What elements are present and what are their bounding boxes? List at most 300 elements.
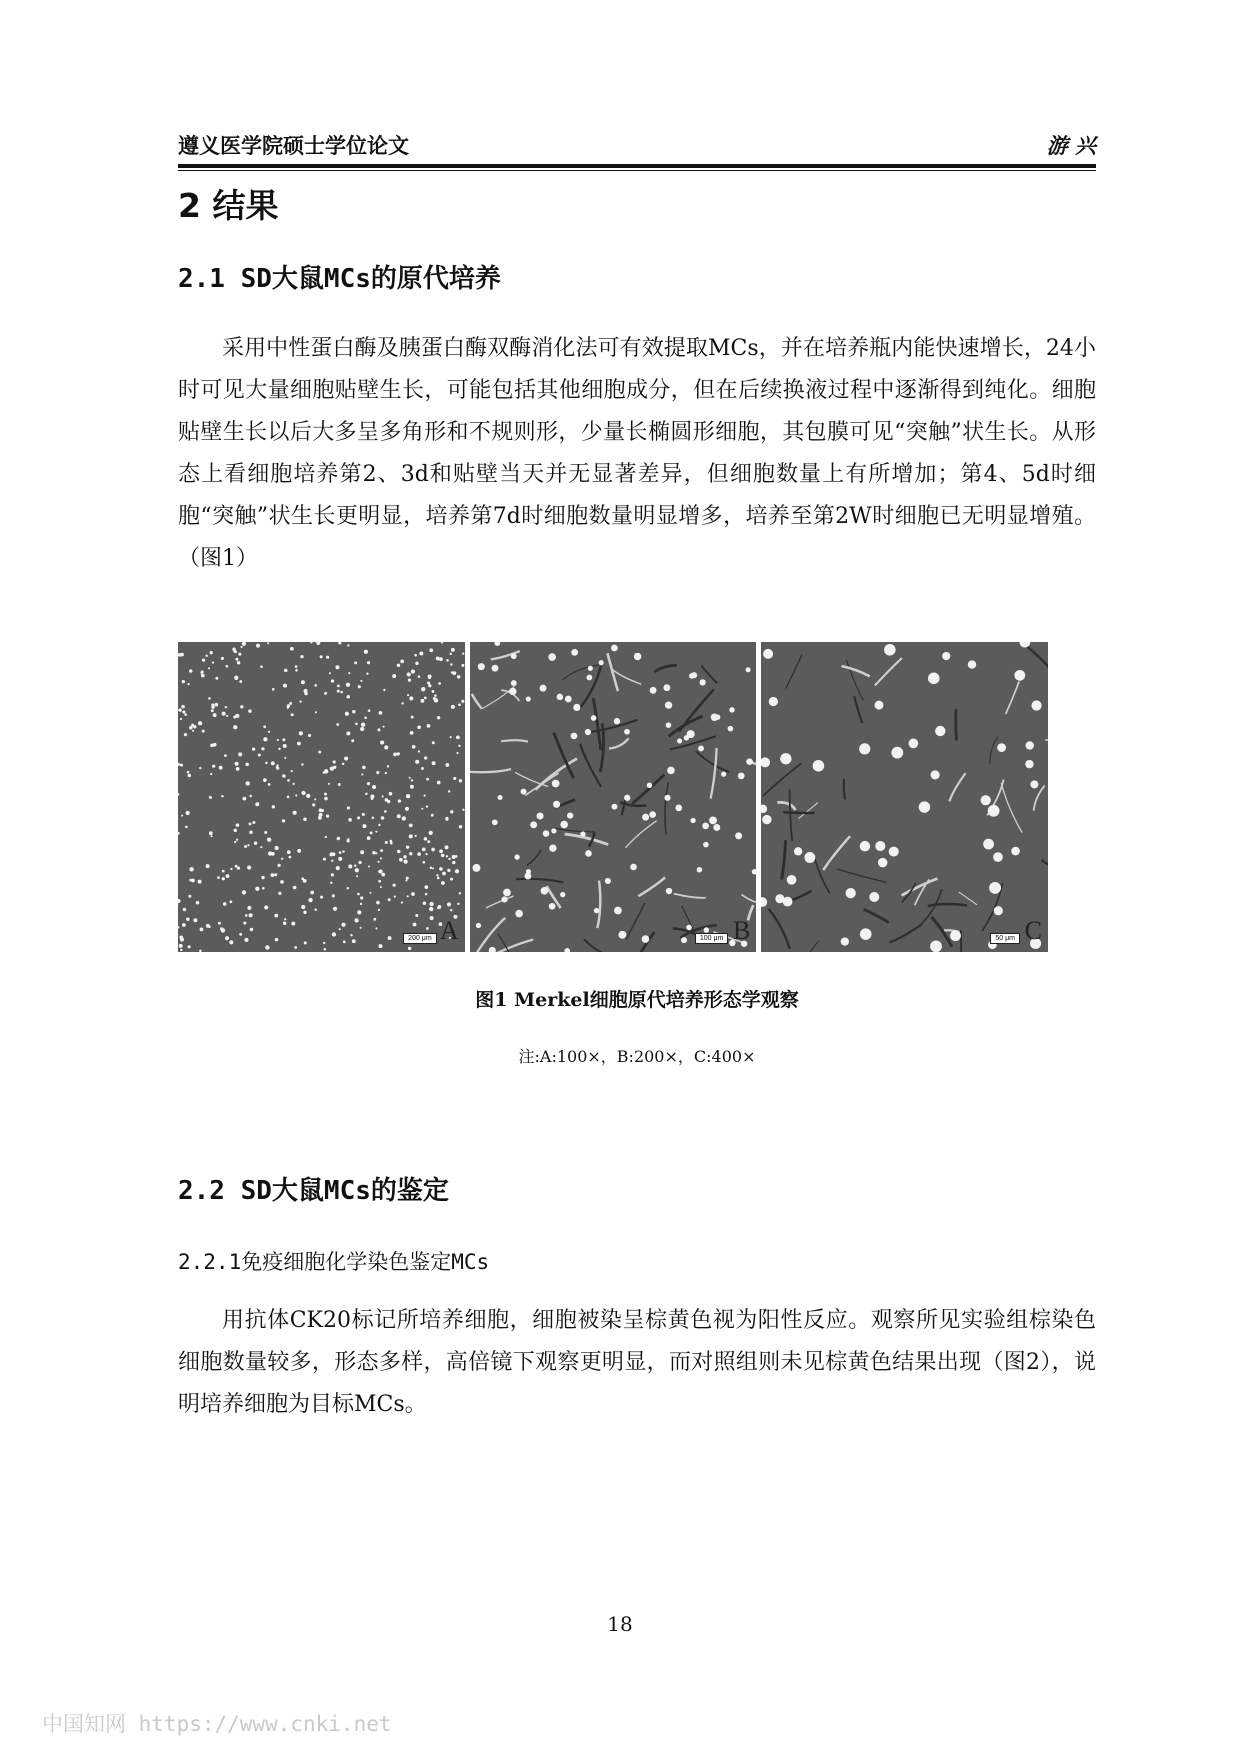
cell-body — [613, 718, 619, 724]
cell-body — [429, 907, 433, 911]
cell-body — [344, 757, 348, 761]
cell-body — [450, 909, 452, 911]
cell-body — [442, 872, 446, 876]
cell-body — [445, 845, 449, 849]
cell-body — [614, 907, 622, 915]
cell-body — [590, 715, 596, 721]
cell-body — [289, 702, 292, 705]
cell-body — [268, 731, 270, 733]
cell-body — [511, 653, 517, 659]
cell-body — [319, 808, 323, 812]
cell-body — [244, 845, 247, 848]
cell-body — [297, 742, 301, 746]
cell-body — [247, 844, 249, 846]
cell-body — [277, 739, 279, 741]
cell-body — [234, 676, 238, 680]
subsection-heading-2-1: 2.1 SD大鼠MCs的原代培养 — [178, 264, 501, 294]
cell-body — [935, 726, 945, 736]
cell-body — [497, 795, 502, 800]
cell-body — [501, 896, 507, 902]
subsubsection-heading-2-2-1: 2.2.1免疫细胞化学染色鉴定MCs — [178, 1250, 490, 1274]
cell-body — [181, 705, 185, 709]
cell-body — [393, 884, 396, 887]
cell-body — [348, 672, 350, 674]
cell-body — [226, 874, 230, 878]
cell-body — [424, 837, 428, 841]
cell-process — [956, 709, 957, 740]
cell-body — [364, 650, 368, 654]
cell-body — [287, 779, 290, 782]
cell-body — [436, 874, 438, 876]
cell-body — [407, 694, 409, 696]
cell-body — [237, 661, 241, 665]
cell-body — [333, 760, 336, 763]
cell-body — [324, 692, 327, 695]
cell-body — [710, 713, 718, 721]
cell-body — [437, 781, 441, 785]
cell-body — [300, 655, 303, 658]
cell-body — [254, 841, 258, 844]
cell-body — [665, 702, 672, 709]
cell-body — [571, 649, 578, 656]
cell-body — [268, 851, 272, 855]
cell-body — [383, 726, 385, 728]
cell-body — [212, 661, 214, 663]
cell-body — [283, 921, 287, 925]
cell-body — [407, 895, 409, 897]
cell-body — [457, 903, 459, 905]
cell-body — [696, 867, 702, 873]
cell-body — [389, 792, 393, 796]
cell-body — [271, 761, 275, 765]
cell-body — [362, 813, 365, 816]
cell-body — [452, 861, 455, 864]
cell-body — [261, 876, 264, 879]
cell-body — [178, 708, 182, 711]
cell-body — [745, 667, 750, 672]
cell-body — [431, 848, 435, 852]
cell-body — [331, 873, 334, 876]
cell-body — [425, 853, 427, 855]
header-thesis-title: 遵义医学院硕士学位论文 — [178, 133, 409, 158]
cell-body — [415, 835, 417, 837]
cell-body — [341, 923, 345, 927]
cell-body — [403, 855, 406, 858]
cell-body — [342, 850, 344, 852]
cell-body — [209, 831, 213, 835]
cell-body — [380, 849, 383, 852]
cell-body — [781, 753, 792, 764]
cell-body — [280, 880, 284, 884]
cell-body — [373, 918, 376, 921]
cell-body — [411, 779, 413, 781]
cell-body — [372, 785, 376, 789]
cell-body — [297, 849, 301, 853]
cell-body — [272, 805, 275, 808]
cell-body — [222, 712, 226, 716]
cell-body — [237, 866, 240, 869]
cell-body — [432, 761, 436, 765]
cell-body — [303, 911, 306, 914]
cell-body — [329, 672, 331, 674]
cell-body — [525, 696, 530, 701]
cell-body — [179, 944, 183, 948]
cell-body — [189, 669, 193, 673]
cell-body — [239, 933, 242, 936]
cell-body — [320, 655, 323, 658]
cell-body — [401, 702, 403, 704]
cell-body — [324, 797, 328, 801]
cell-body — [634, 653, 642, 660]
cell-body — [456, 736, 460, 740]
cell-body — [428, 684, 431, 687]
cell-body — [337, 684, 340, 687]
scale-bar-a: 200 μm — [403, 933, 437, 944]
cell-body — [462, 652, 464, 654]
cell-body — [691, 672, 697, 678]
cell-body — [284, 669, 288, 673]
cell-body — [378, 880, 381, 883]
cell-body — [354, 661, 357, 664]
cell-body — [303, 817, 307, 821]
cell-body — [968, 660, 976, 668]
cell-body — [263, 737, 267, 741]
cell-body — [354, 918, 358, 922]
cell-body — [301, 763, 303, 765]
cell-body — [318, 751, 321, 754]
cell-body — [287, 796, 290, 799]
micrograph-c — [761, 642, 1048, 952]
cell-body — [630, 864, 637, 871]
figure-panel-c — [761, 642, 1048, 952]
cell-body — [352, 710, 355, 713]
cell-body — [222, 877, 225, 880]
figure-1 — [178, 642, 1048, 952]
cell-body — [424, 795, 426, 797]
cell-body — [401, 901, 403, 903]
cell-body — [263, 778, 267, 782]
cell-body — [414, 654, 417, 657]
cell-body — [412, 745, 416, 749]
cell-body — [384, 810, 387, 813]
cell-body — [381, 816, 385, 820]
cell-body — [415, 760, 419, 764]
cell-body — [884, 644, 896, 656]
cell-body — [211, 709, 214, 712]
cell-body — [385, 772, 387, 774]
cell-body — [376, 771, 379, 774]
cell-body — [382, 795, 384, 797]
cell-body — [703, 842, 709, 848]
cell-body — [249, 913, 253, 917]
cell-body — [245, 914, 248, 917]
cell-body — [892, 747, 904, 759]
cell-body — [438, 682, 441, 685]
cell-body — [461, 700, 464, 703]
cell-body — [451, 705, 455, 709]
cell-body — [417, 725, 421, 729]
cell-body — [930, 940, 942, 952]
cell-body — [339, 928, 341, 930]
cell-body — [388, 898, 391, 901]
cell-body — [301, 905, 305, 909]
cell-body — [301, 877, 304, 880]
cell-body — [556, 694, 563, 701]
cell-body — [452, 671, 456, 675]
cell-body — [274, 873, 277, 876]
cell-body — [338, 857, 342, 861]
cell-body — [365, 793, 368, 796]
cell-body — [247, 906, 251, 910]
cell-body — [206, 924, 210, 928]
cell-body — [225, 706, 227, 708]
cell-body — [539, 685, 546, 692]
cell-body — [429, 831, 433, 835]
cell-body — [223, 902, 227, 906]
cell-body — [209, 796, 212, 799]
cell-body — [431, 690, 434, 693]
cell-body — [769, 697, 778, 706]
cell-body — [425, 893, 428, 895]
cell-process — [784, 812, 816, 813]
cell-body — [928, 673, 940, 685]
micrograph-b — [470, 642, 757, 952]
cell-body — [646, 783, 652, 788]
watermark: 中国知网 https://www.cnki.net — [42, 1712, 392, 1736]
cell-body — [404, 859, 408, 863]
cell-body — [263, 725, 266, 728]
cell-body — [649, 687, 656, 694]
cell-body — [291, 770, 293, 772]
cell-body — [304, 941, 307, 944]
cell-body — [392, 674, 396, 678]
cell-body — [278, 864, 281, 867]
cell-body — [1026, 760, 1034, 768]
cell-body — [299, 701, 301, 703]
cell-body — [336, 866, 340, 870]
cell-body — [429, 902, 433, 906]
cell-body — [1032, 700, 1042, 710]
cell-body — [698, 745, 704, 751]
cell-body — [222, 870, 225, 873]
cell-body — [236, 839, 238, 841]
cell-body — [409, 777, 411, 779]
cell-body — [301, 680, 305, 684]
cell-body — [375, 927, 377, 929]
cell-body — [690, 818, 695, 823]
cell-body — [993, 852, 1003, 862]
cell-body — [234, 829, 237, 832]
cell-body — [423, 902, 426, 905]
cell-body — [272, 688, 275, 691]
cell-body — [201, 674, 205, 678]
cell-body — [312, 803, 315, 806]
cell-body — [994, 906, 1003, 915]
cell-body — [549, 844, 556, 851]
cell-body — [909, 739, 919, 749]
cell-body — [183, 908, 187, 912]
cell-body — [727, 726, 733, 732]
cell-body — [598, 660, 603, 665]
cell-body — [282, 738, 285, 741]
cell-body — [185, 826, 188, 829]
cell-body — [418, 675, 421, 678]
cell-body — [624, 795, 630, 801]
cell-body — [308, 734, 311, 737]
cell-body — [417, 852, 421, 856]
cell-body — [235, 658, 238, 661]
cell-body — [249, 823, 252, 826]
cell-body — [218, 922, 221, 925]
cell-body — [421, 699, 425, 703]
cell-body — [455, 869, 459, 873]
cell-body — [413, 923, 417, 927]
cell-body — [281, 858, 283, 860]
cell-body — [198, 721, 202, 725]
cell-body — [326, 814, 329, 817]
cell-body — [441, 854, 445, 858]
cell-body — [424, 697, 427, 700]
cell-body — [278, 748, 280, 750]
cell-body — [950, 930, 961, 941]
figure-panel-a — [178, 642, 465, 952]
cell-body — [347, 838, 349, 840]
cell-body — [184, 733, 187, 736]
cell-body — [235, 865, 238, 868]
cell-body — [325, 836, 327, 838]
cell-body — [346, 683, 350, 687]
cell-body — [217, 876, 220, 879]
cell-body — [763, 815, 772, 824]
cell-body — [360, 850, 364, 854]
cell-body — [295, 665, 298, 668]
cell-body — [665, 888, 671, 894]
cell-body — [663, 684, 670, 691]
cell-body — [377, 728, 380, 731]
cell-body — [735, 832, 742, 839]
header-rule-thin — [178, 170, 1096, 171]
cell-body — [450, 810, 453, 813]
cell-body — [287, 850, 291, 854]
cell-body — [445, 763, 449, 767]
cell-body — [335, 665, 339, 669]
subsection-heading-2-2: 2.2 SD大鼠MCs的鉴定 — [178, 1176, 449, 1206]
cell-body — [180, 937, 184, 941]
cell-body — [461, 664, 464, 667]
cell-body — [368, 865, 370, 867]
micrograph-a — [178, 642, 465, 952]
cell-body — [210, 835, 212, 837]
cell-body — [763, 649, 773, 659]
cell-body — [667, 767, 675, 774]
cell-body — [199, 950, 202, 952]
cell-body — [229, 900, 232, 903]
cell-body — [221, 657, 224, 660]
cell-body — [205, 655, 207, 657]
cell-body — [421, 808, 423, 810]
cell-body — [360, 903, 362, 905]
cell-body — [399, 858, 403, 862]
cell-body — [252, 821, 255, 824]
cell-body — [200, 927, 204, 931]
cell-body — [303, 689, 307, 693]
cell-body — [324, 793, 327, 796]
cell-body — [526, 869, 531, 874]
cell-body — [459, 825, 463, 829]
cell-body — [180, 718, 182, 720]
panel-label-b: B — [733, 916, 751, 945]
cell-body — [446, 659, 449, 662]
cell-body — [306, 794, 310, 798]
cell-body — [278, 892, 281, 895]
cell-body — [295, 669, 298, 672]
cell-body — [389, 840, 392, 843]
cell-body — [219, 766, 223, 770]
cell-body — [275, 846, 279, 850]
cell-body — [375, 831, 377, 833]
cell-body — [794, 847, 802, 855]
cell-body — [919, 801, 930, 812]
cell-body — [459, 779, 462, 782]
cell-body — [246, 781, 250, 785]
cell-body — [430, 867, 433, 869]
cell-body — [491, 665, 498, 672]
cell-body — [361, 722, 365, 726]
cell-body — [293, 886, 297, 890]
cell-body — [405, 879, 407, 881]
cell-body — [641, 935, 649, 943]
cell-body — [226, 665, 229, 668]
cell-body — [206, 864, 210, 868]
cell-body — [584, 729, 590, 735]
cell-body — [361, 774, 363, 776]
cell-body — [406, 877, 409, 880]
cell-body — [709, 816, 717, 824]
cell-body — [432, 741, 435, 744]
cell-body — [1015, 670, 1026, 681]
cell-body — [450, 878, 453, 881]
cell-body — [184, 713, 187, 716]
running-header — [178, 130, 1096, 164]
cell-body — [450, 663, 452, 665]
cell-body — [337, 690, 340, 693]
cell-body — [699, 679, 705, 685]
cell-body — [348, 818, 352, 822]
cell-body — [878, 858, 887, 867]
cell-body — [448, 790, 450, 792]
cell-body — [713, 824, 720, 831]
cell-body — [540, 887, 548, 895]
cell-body — [548, 653, 556, 661]
figure-panel-b — [470, 642, 757, 952]
cell-body — [242, 797, 246, 801]
cell-body — [397, 814, 401, 818]
cell-body — [283, 684, 287, 688]
cell-body — [260, 846, 262, 848]
cell-body — [212, 765, 215, 768]
header-author: 游 兴 — [1046, 133, 1096, 158]
cell-body — [267, 837, 271, 841]
cell-body — [221, 795, 223, 797]
cell-body — [424, 756, 427, 759]
cell-body — [520, 789, 526, 795]
cell-body — [580, 831, 585, 836]
cell-body — [224, 754, 227, 757]
cell-body — [238, 752, 242, 756]
cell-body — [360, 927, 362, 929]
cell-body — [245, 763, 248, 766]
cell-body — [567, 812, 573, 818]
